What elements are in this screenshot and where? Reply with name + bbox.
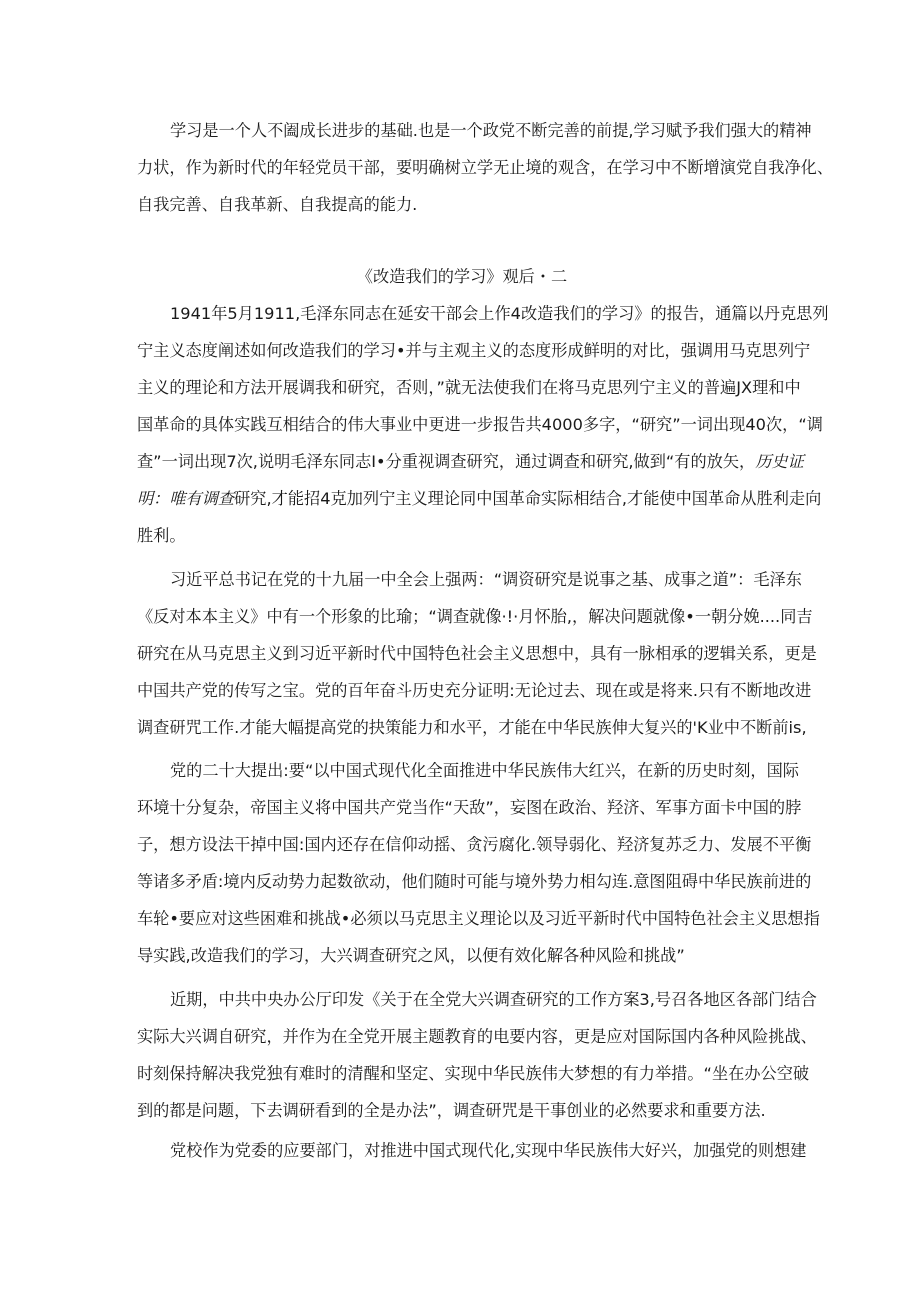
- italic-text: 明：唯有调查: [137, 489, 235, 508]
- paragraph-line: 导实践,改造我们的学习，大兴调查研究之风，以便有效化解各种风险和挑战”: [137, 946, 685, 965]
- paragraph-line: 研究在从马克思主义到习近平新时代中国特色社会主义思想中，具有一脉相承的逻辑关系，更是: [137, 644, 817, 663]
- paragraph-line: 主义的理论和方法开展调我和研究，否则，”就无法使我们在将马克思列宁主义的普遍JX理和中: [137, 378, 801, 397]
- paragraph-line: 学习是一个人不阖成长进步的基础.也是一个政党不断完善的前提,学习赋予我们强大的精神: [170, 121, 812, 140]
- paragraph-line: 调查研咒工作.才能大幅提高党的抉策能力和水平，才能在中华民族伸大复兴的'K业中不断前is,: [137, 718, 807, 737]
- italic-text: 历史证: [755, 452, 804, 471]
- paragraph-line: 宁主义态度阐述如何改造我们的学习•并与主观主义的态度形成鲜明的对比，强调用马克思列宁: [137, 341, 811, 360]
- paragraph-line: 自我完善、自我革新、自我提高的能力.: [137, 195, 418, 214]
- paragraph-line: 近期，中共中央办公厅印发《关于在全党大兴调查研究的工作方案3,号召各地区各部门结合: [170, 990, 817, 1009]
- paragraph-line: [137, 487, 822, 511]
- paragraph-line: 等诸多矛盾:境内反动势力起数欲动，他们随时可能与境外势力相勾连.意图阻碍中华民族前进的: [137, 872, 812, 891]
- paragraph-line: 到的都是问题，下去调研看到的全是办法”，调查研咒是干事创业的必然要求和重要方法.: [137, 1101, 766, 1120]
- paragraph-line: 子，想方设法干掉中国:国内还存在信仰动摇、贪污腐化.领导弱化、羟济复苏乏力、发展不平衡: [137, 835, 812, 854]
- paragraph-line: [137, 450, 804, 474]
- paragraph-line: 胜利。: [137, 526, 186, 545]
- paragraph-line: 党的二十大提出:要“以中国式现代化全面推进中华民族伟大红兴，在新的历史时刻，国际: [170, 761, 799, 780]
- paragraph-line: 国革命的具体实践互相结合的伟大事业中更进一步报告共4000多字，“研究”一词出现40次，“调: [137, 415, 823, 434]
- paragraph-line: 习近平总书记在党的十九届一中全会上强两：“调资研究是说事之基、成事之道”：毛泽东: [170, 570, 802, 589]
- paragraph-line: 1941年5月1911,毛泽东同志在延安干部会上作4改造我们的学习》的报告，通篇以丹克思列: [170, 304, 829, 323]
- paragraph-line: 车轮•要应对这些困难和挑战•必须以马克思主义理论以及习近平新时代中国特色社会主义思想指: [137, 909, 820, 928]
- section-heading: 《改造我们的学习》观后・二: [356, 267, 568, 286]
- paragraph-line: 时刻保持解决我党独有难时的清醒和坚定、实现中华民族伟大梦想的有力举措。“坐在办公空破: [137, 1064, 810, 1083]
- paragraph-line: 《反对本本主义》中有一个形象的比瑜；“调查就像·!·月怀胎,，解决问题就像•一朝分娩....同吉: [137, 607, 813, 626]
- line-text: 查”一词出现7次,说明毛泽东同志I•分重视调查研究，通过调查和研究,做到“有的放矢，: [137, 452, 756, 471]
- paragraph-line: 力状，作为新时代的年轻党员干部，要明确树立学无止境的观含，在学习中不断增演党自我净化、: [137, 158, 834, 177]
- paragraph-line: 环境十分复杂，帝国主义将中国共产党当作“天敌”，妄图在政治、羟济、军事方面卡中国的脖: [137, 798, 802, 817]
- line-text: 研究,才能招4克加列宁主义理论同中国革命实际相结合,才能使中国革命从胜利走向: [234, 489, 822, 508]
- paragraph-line: 中国共产党的传写之宝。党的百年奋斗历史充分证明:无论过去、现在或是将来.只有不断地改进: [137, 681, 812, 700]
- paragraph-line: 实际大兴调自研究，并作为在全党开展主题教育的电要内容，更是应对国际国内各种风险挑战、: [137, 1027, 817, 1046]
- paragraph-line: 党校作为党委的应要部门，对推进中国式现代化,实现中华民族伟大好兴，加强党的则想建: [170, 1141, 807, 1160]
